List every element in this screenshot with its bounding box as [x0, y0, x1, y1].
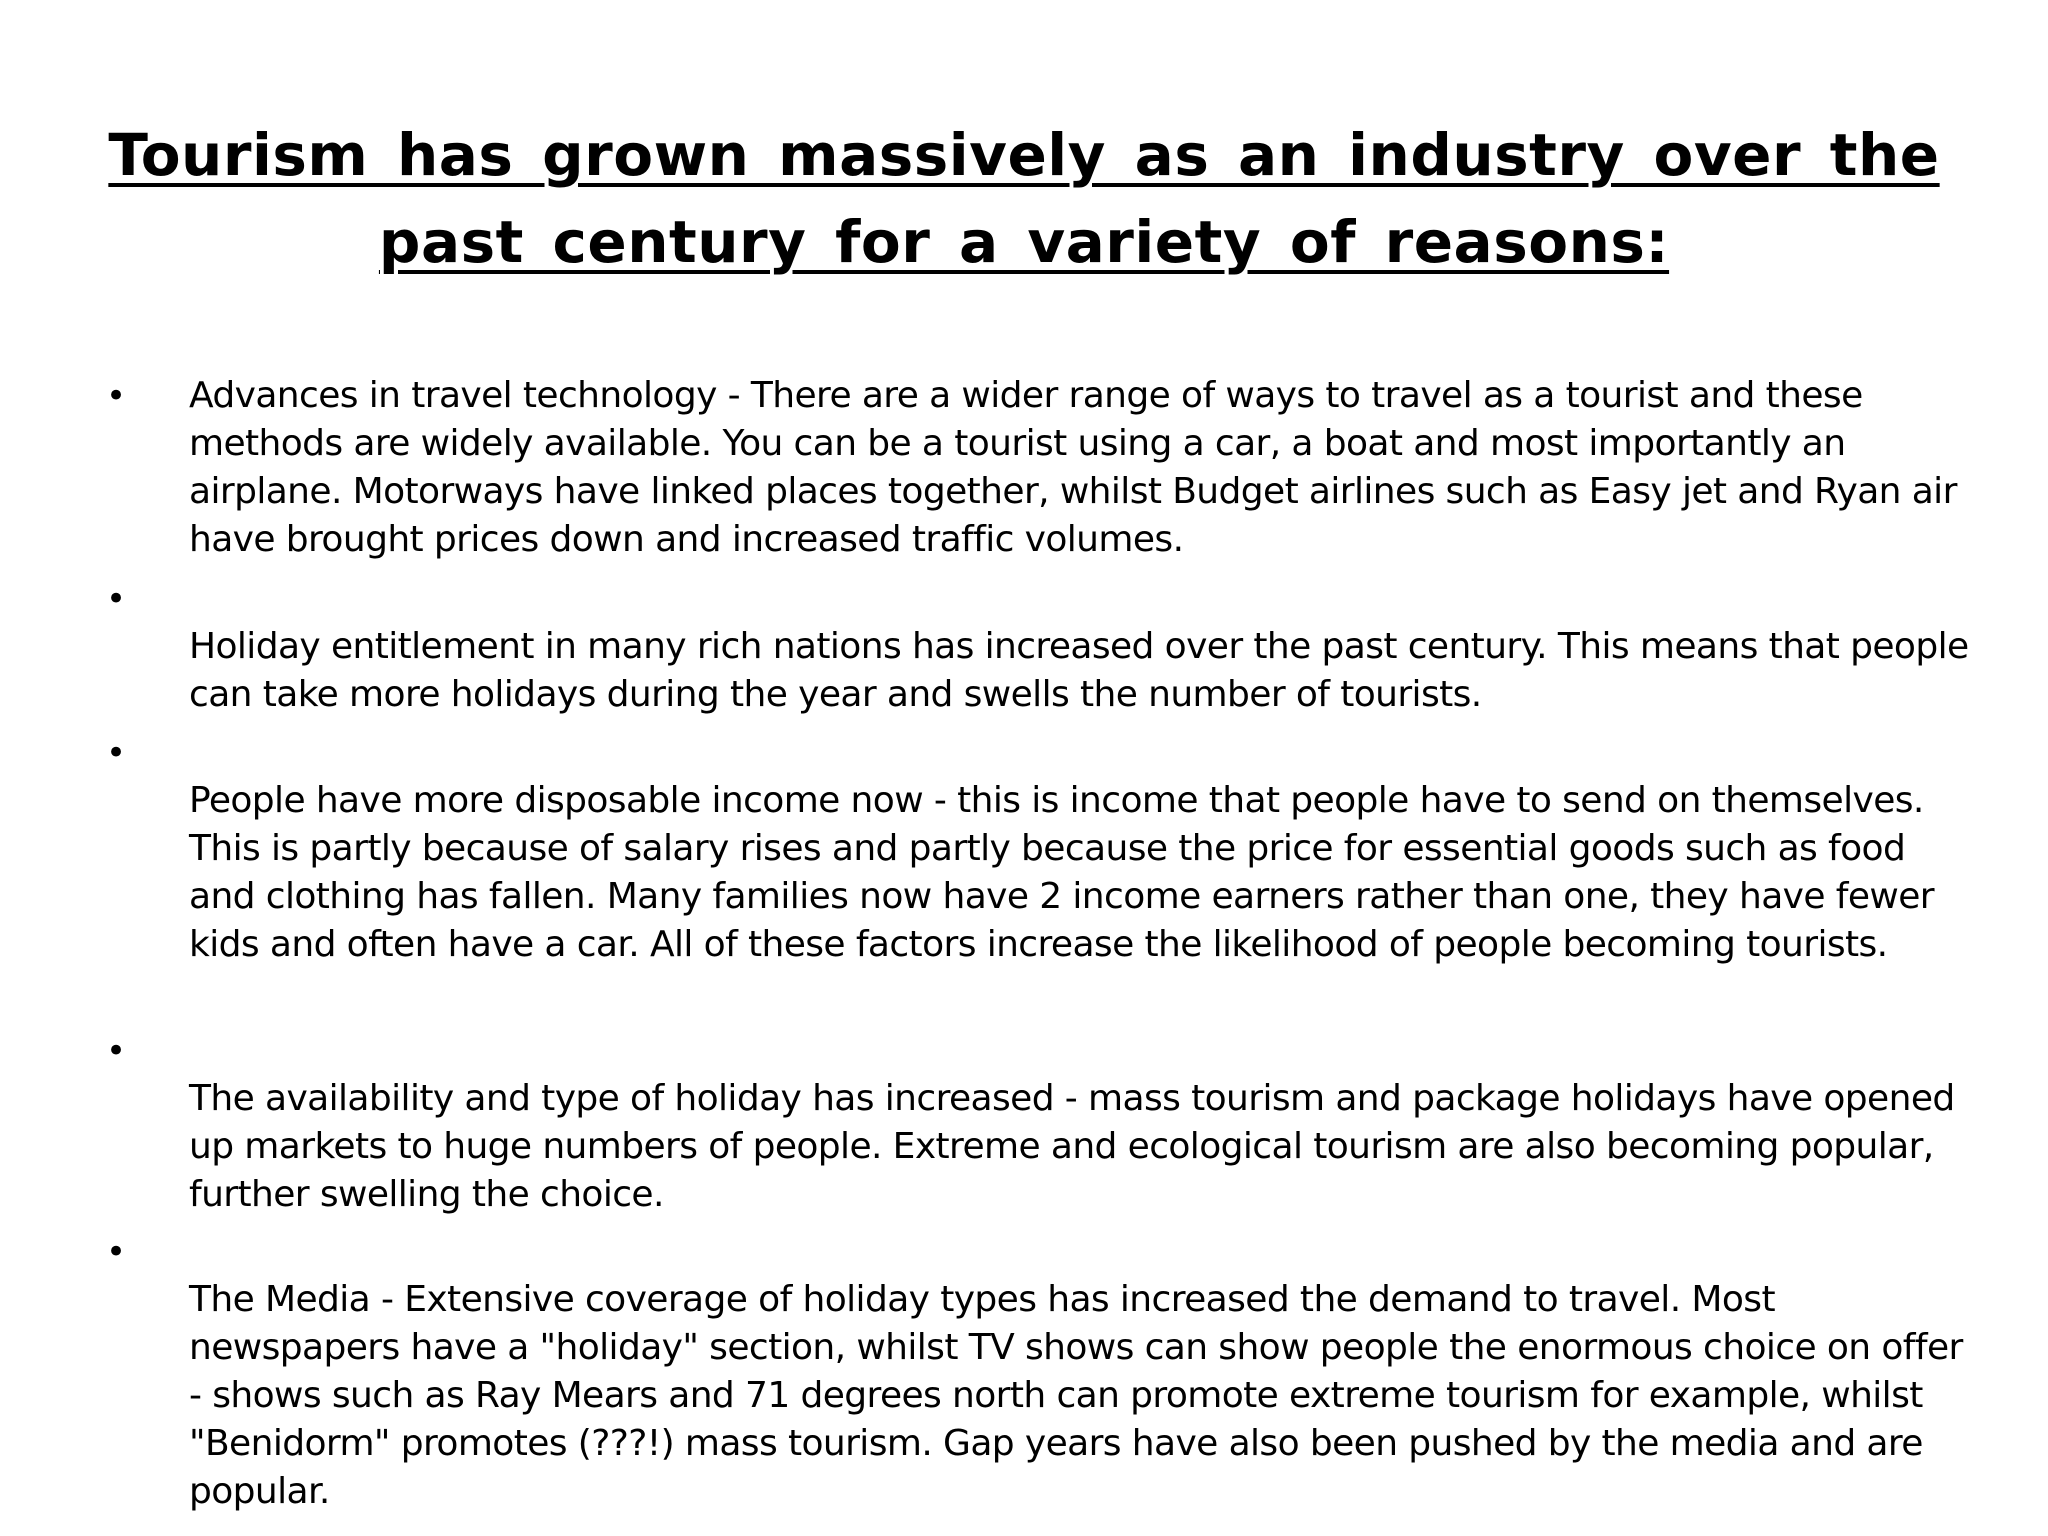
- list-item-text: Holiday entitlement in many rich nations has increased over the past century. This means that people can take more holidays during the year and swells the number of tourists.: [189, 626, 1969, 715]
- page-title-text: Tourism has grown massively as an industry over the past century for a variety of reasons:: [108, 121, 1940, 276]
- list-item-text: The availability and type of holiday has increased - mass tourism and package holidays have opened up markets to huge numbers of people. Extreme and ecological tourism are also becoming popular, further swelling the choice.: [189, 1078, 1955, 1215]
- bullet-icon: •: [106, 1031, 127, 1071]
- list-item-text: Advances in travel technology - There are a wider range of ways to travel as a tourist and these methods are widely available. You can be a tourist using a car, a boat and most importantly an airplane. Motorways have linked places together, whilst Budget airlines such as Easy jet and Ryan air have brought prices down and increased traffic volumes.: [189, 375, 1957, 560]
- bullet-icon: •: [106, 733, 127, 773]
- bullet-icon: •: [106, 1232, 127, 1272]
- bullet-icon: •: [106, 376, 127, 416]
- list-item-text: People have more disposable income now - this is income that people have to send on themselves. This is partly because of salary rises and partly because the price for essential goods such as food and clothing has fallen. Many families now have 2 income earners rather than one, they have fewer kids and often have a car. All of these factors increase the likelihood of people becoming tourists.: [189, 780, 1934, 965]
- page-title: [100, 112, 1948, 286]
- list-item-text: The Media - Extensive coverage of holiday types has increased the demand to travel. Most newspapers have a "holiday" section, whilst TV shows can show people the enormous choice on offer - shows such as Ray Mears and 71 degrees north can promote extreme tourism for example, whilst "Benidorm" promotes (???!) mass tourism. Gap years have also been pushed by the media and are popular.: [189, 1279, 1963, 1512]
- bullet-icon: •: [106, 579, 127, 619]
